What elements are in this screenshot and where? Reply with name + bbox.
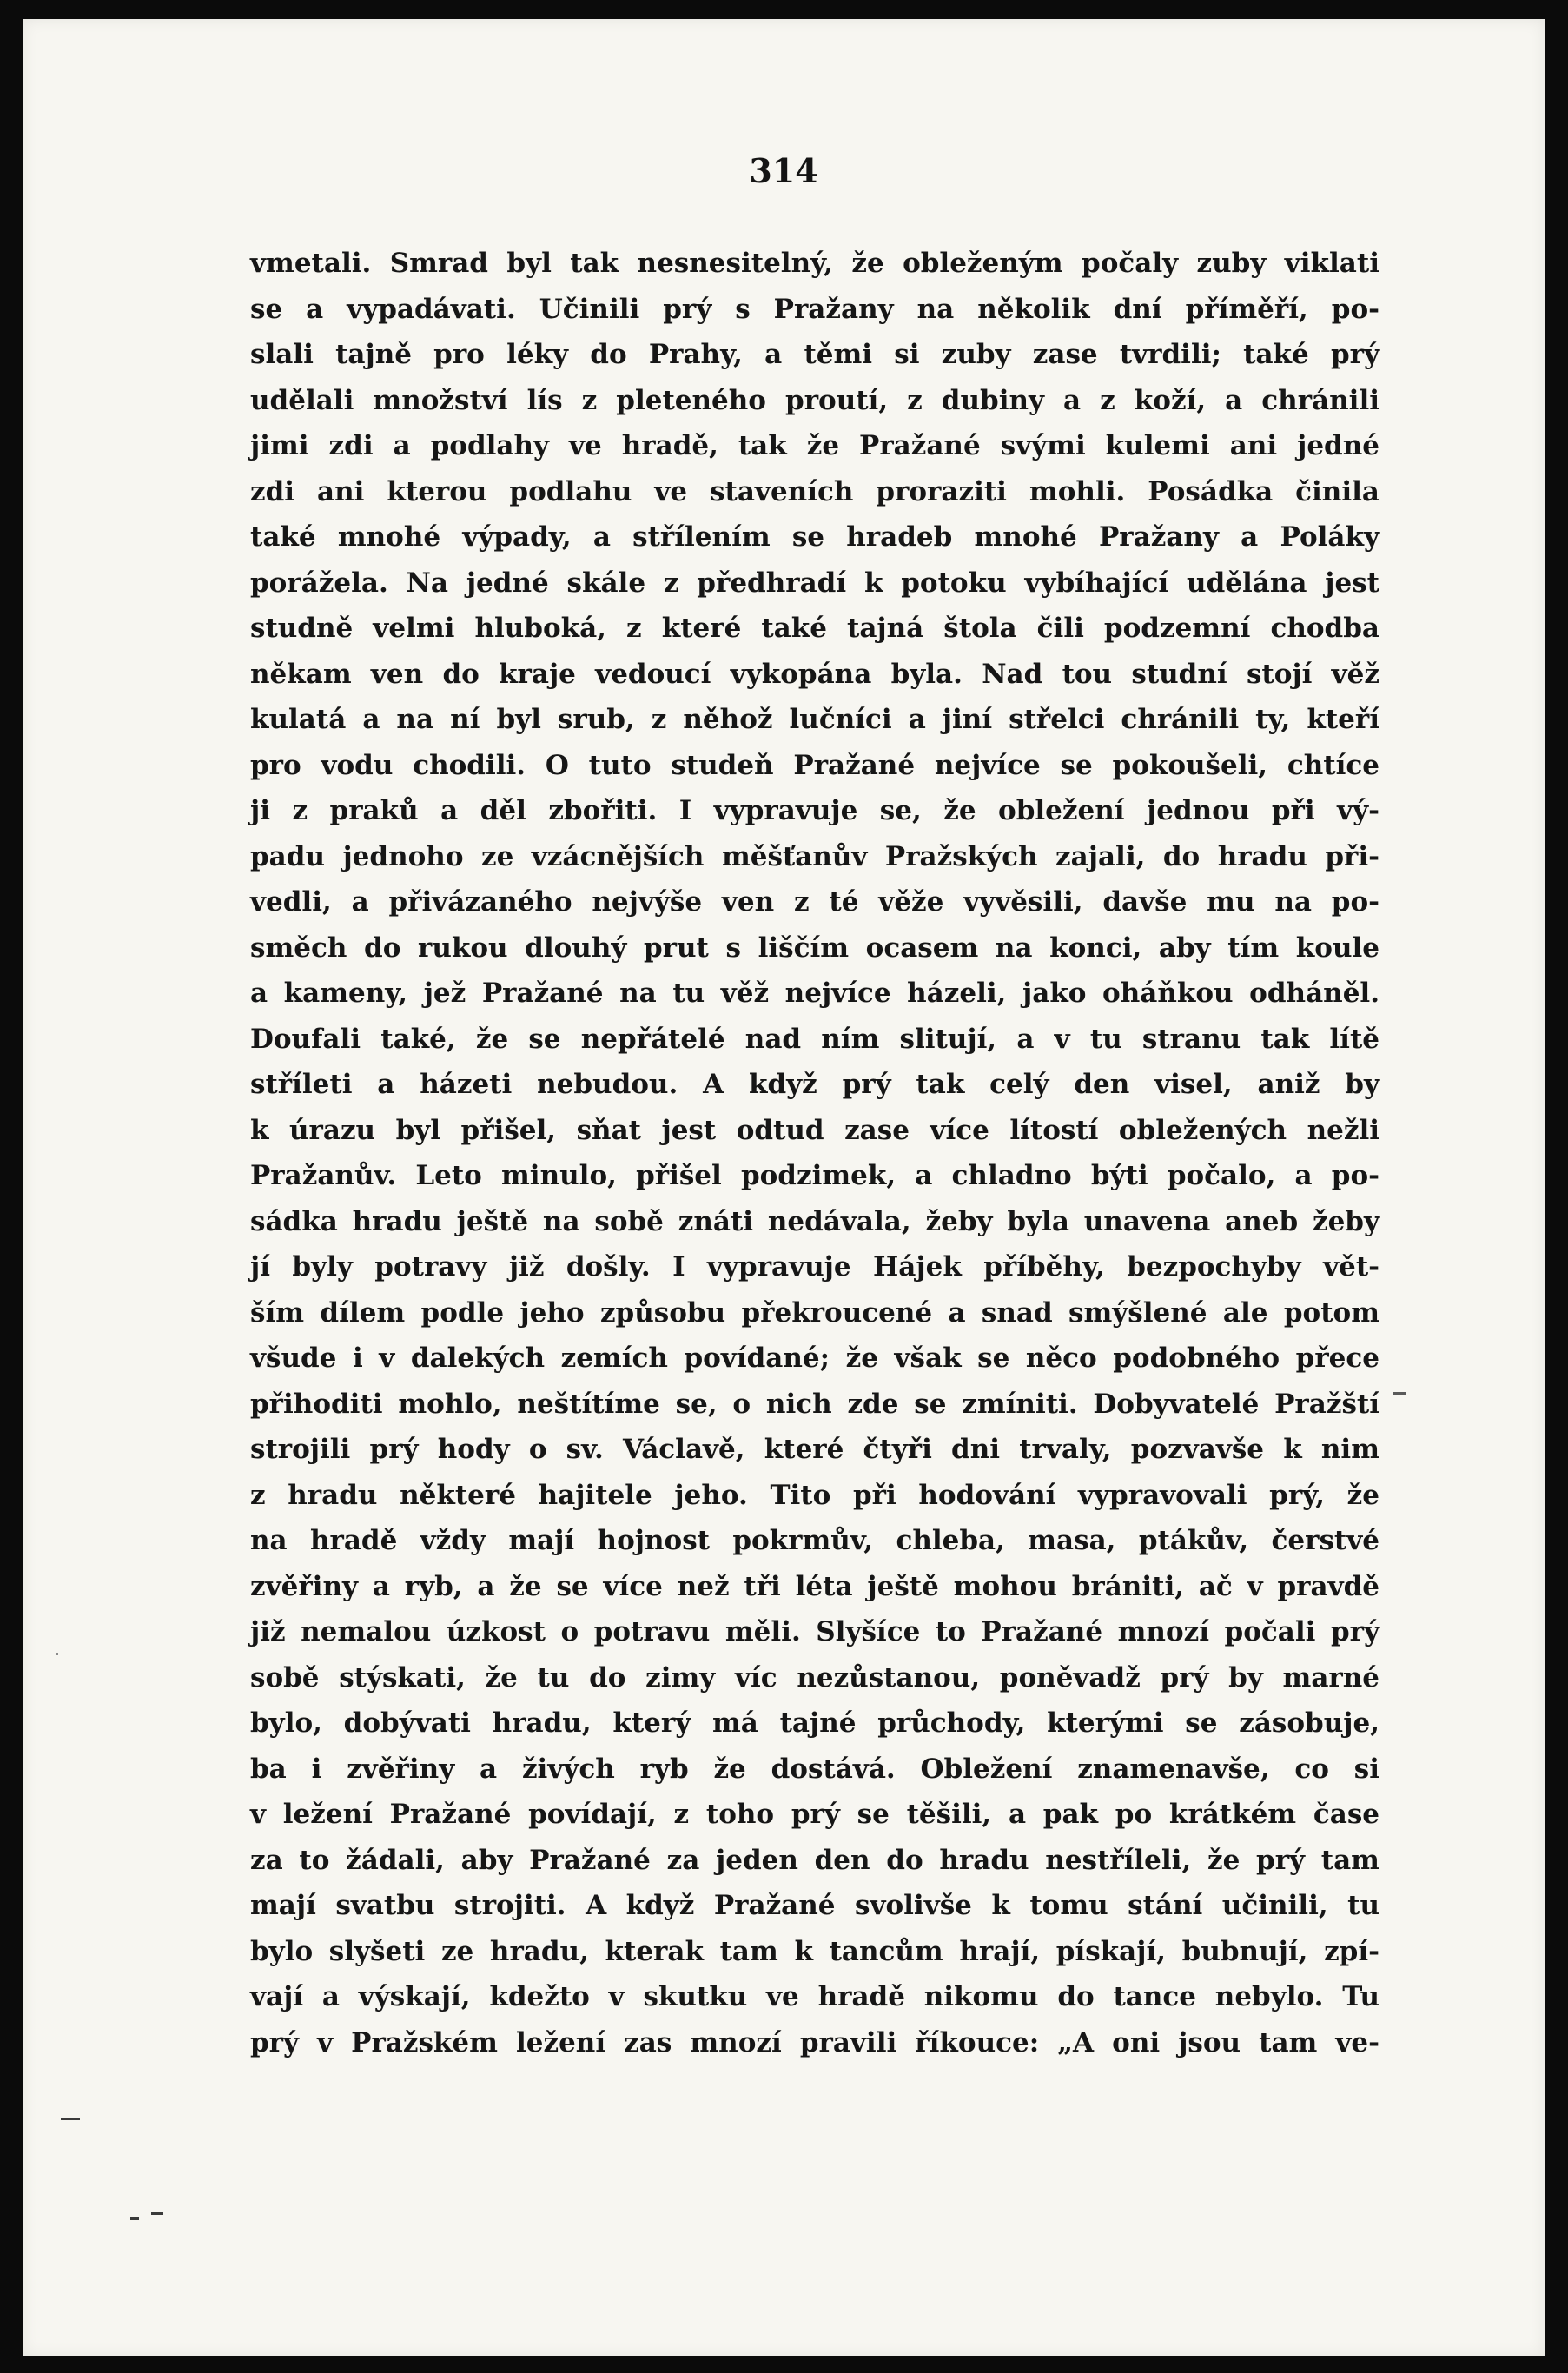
text-line: vají a výskají, kdežto v skutku ve hradě nikomu do tance nebylo. Tu [250,1981,1379,2012]
text-line: všude i v dalekých zemích povídané; že však se něco podobného přece [250,1342,1379,1374]
text-line: za to žádali, aby Pražané za jeden den do hradu nestříleli, že prý tam [250,1844,1379,1876]
text-line: sobě stýskati, že tu do zimy víc nezůstanou, poněvadž prý by marné [250,1661,1379,1694]
speck [61,2118,80,2120]
text-line: také mnohé výpady, a střílením se hradeb mnohé Pražany a Poláky [250,521,1379,553]
text-line: směch do rukou dlouhý prut s liščím ocasem na konci, aby tím koule [250,931,1379,964]
text-line: z hradu některé hajitele jeho. Tito při hodování vypravovali prý, že [250,1479,1379,1511]
text-line: pro vodu chodili. O tuto studeň Pražané nejvíce se pokoušeli, chtíce [250,749,1379,781]
text-line: přihoditi mohlo, neštítíme se, o nich zde se zmíniti. Dobyvatelé Pražští [250,1388,1379,1420]
text-line: kulatá a na ní byl srub, z něhož lučníci a jiní střelci chránili ty, kteří [250,704,1379,735]
text-line: již nemalou úzkost o potravu měli. Slyšíce to Pražané mnozí počali prý [250,1616,1379,1647]
text-line: studně velmi hluboká, z které také tajná štola čili podzemní chodba [250,613,1379,644]
text-line: zvěřiny a ryb, a že se více než tři léta ještě mohou brániti, ač v pravdě [250,1570,1379,1602]
text-line: jimi zdi a podlahy ve hradě, tak že Pražané svými kulemi ani jedné [250,430,1379,461]
text-line: mají svatbu strojiti. A když Pražané svolivše k tomu stání učinili, tu [250,1890,1379,1921]
text-line: ba i zvěřiny a živých ryb že dostává. Obležení znamenavše, co si [250,1753,1379,1785]
text-line: někam ven do kraje vedoucí vykopána byla. Nad tou studní stojí věž [250,658,1379,690]
text-line: vmetali. Smrad byl tak nesnesitelný, že obleženým počaly zuby viklati [250,248,1379,279]
text-line: k úrazu byl přišel, sňat jest odtud zase více lítostí obležených nežli [250,1114,1379,1146]
text-line: prý v Pražském ležení zas mnozí pravili říkouce: „A oni jsou tam ve- [250,2026,1379,2058]
text-line: ji z praků a děl zbořiti. I vypravuje se, že obležení jednou při vý- [250,795,1379,826]
text-line: ším dílem podle jeho způsobu překroucené a snad smýšlené ale potom [250,1296,1379,1329]
text-line: slali tajně pro léky do Prahy, a těmi si zuby zase tvrdili; také prý [250,339,1379,370]
text-line: Doufali také, že se nepřátelé nad ním slitují, a v tu stranu tak lítě [250,1023,1379,1055]
text-line: udělali množství lís z pleteného proutí, z dubiny a z koží, a chránili [250,384,1379,416]
text-line: a kameny, jež Pražané na tu věž nejvíce házeli, jako oháňkou odháněl. [250,978,1379,1009]
text-line: sádka hradu ještě na sobě znáti nedávala, žeby byla unavena aneb žeby [250,1205,1379,1237]
text-line: na hradě vždy mají hojnost pokrmův, chleba, masa, ptákův, čerstvé [250,1525,1379,1556]
book-page [23,19,1545,2356]
text-line: zdi ani kterou podlahu ve staveních proraziti mohli. Posádka činila [250,475,1379,507]
text-line: jí byly potravy již došly. I vypravuje Hájek příběhy, bezpochyby vět- [250,1251,1379,1283]
text-line: se a vypadávati. Učinili prý s Pražany na několik dní příměří, po- [250,293,1379,325]
text-line: stříleti a házeti nebudou. A když prý tak celý den visel, aniž by [250,1069,1379,1100]
text-line: padu jednoho ze vzácnějších měšťanův Pražských zajali, do hradu při- [250,840,1379,872]
body-text [250,241,1379,2065]
text-line: bylo, dobývati hradu, který má tajné průchody, kterými se zásobuje, [250,1707,1379,1739]
speck [1393,1392,1406,1395]
page-number: 314 [749,151,818,190]
text-line: strojili prý hody o sv. Václavě, které čtyři dni trvaly, pozvavše k nim [250,1434,1379,1465]
text-line: bylo slyšeti ze hradu, kterak tam k tancům hrají, pískají, bubnují, zpí- [250,1935,1379,1967]
text-line: Pražanův. Leto minulo, přišel podzimek, a chladno býti počalo, a po- [250,1160,1379,1191]
speck [56,1653,58,1655]
text-line: porážela. Na jedné skále z předhradí k potoku vybíhající udělána jest [250,567,1379,599]
speck [151,2212,163,2215]
speck [130,2217,139,2220]
text-line: v ležení Pražané povídají, z toho prý se těšili, a pak po krátkém čase [250,1799,1379,1830]
text-line: vedli, a přivázaného nejvýše ven z té věže vyvěsili, davše mu na po- [250,886,1379,918]
